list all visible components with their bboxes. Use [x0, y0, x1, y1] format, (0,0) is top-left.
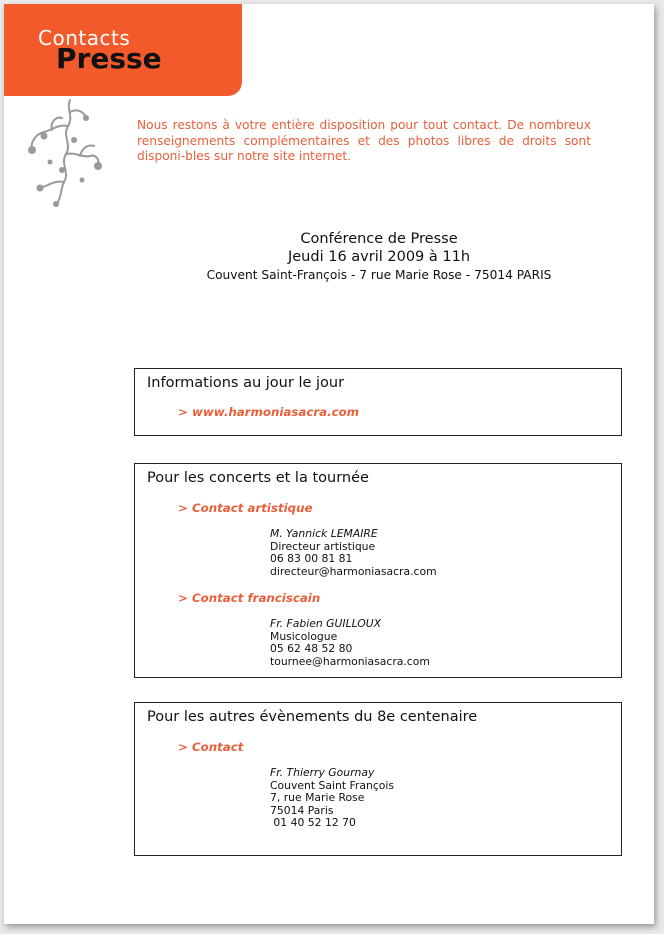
contact-city: 75014 Paris	[270, 803, 334, 817]
contact-franciscain-details	[270, 618, 430, 668]
info-box	[134, 368, 622, 436]
document-page	[4, 4, 654, 924]
contact-org: Couvent Saint François	[270, 778, 394, 792]
conference-block	[134, 230, 624, 284]
contact-artistique-details	[270, 528, 437, 578]
concerts-box	[134, 463, 622, 678]
contact-name: Fr. Fabien GUILLOUX	[270, 617, 382, 630]
contact-email[interactable]: tournee@harmoniasacra.com	[270, 654, 430, 668]
events-box-title: Pour les autres évènements du 8e centenaire	[147, 709, 478, 725]
contact-name: M. Yannick LEMAIRE	[270, 527, 378, 540]
contact-role: Musicologue	[270, 629, 338, 643]
contact-street: 7, rue Marie Rose	[270, 791, 365, 805]
conference-date: Jeudi 16 avril 2009 à 11h	[287, 249, 471, 265]
info-box-title: Informations au jour le jour	[147, 375, 345, 391]
contact-label: > Contact	[178, 740, 244, 754]
header-presse-label: Presse	[56, 42, 162, 75]
contact-email[interactable]: directeur@harmoniasacra.com	[270, 564, 437, 578]
floral-ornament-icon	[22, 96, 102, 208]
contact-phone: 05 62 48 52 80	[270, 642, 353, 656]
events-box	[134, 702, 622, 856]
contact-name: Fr. Thierry Gournay	[270, 766, 375, 779]
header-contacts-label: Contacts	[38, 26, 131, 50]
contact-franciscain-label: > Contact franciscain	[178, 591, 321, 605]
concerts-box-title: Pour les concerts et la tournée	[147, 470, 369, 486]
conference-place: Couvent Saint-François - 7 rue Marie Rose - 75014 PARIS	[206, 268, 552, 282]
conference-title: Conférence de Presse	[300, 231, 458, 247]
contact-role: Directeur artistique	[270, 539, 376, 553]
website-link[interactable]: > www.harmoniasacra.com	[178, 405, 360, 419]
contact-phone: 01 40 52 12 70	[270, 816, 356, 830]
contact-phone: 06 83 00 81 81	[270, 552, 353, 566]
contact-details	[270, 767, 394, 830]
header-banner	[4, 4, 242, 96]
contact-artistique-label: > Contact artistique	[178, 501, 313, 515]
intro-paragraph: Nous restons à votre entière disposition pour tout contact. De nombreux renseignements complémentaires et des photos libres de droits sont disponi-bles sur notre site internet.	[137, 118, 591, 163]
